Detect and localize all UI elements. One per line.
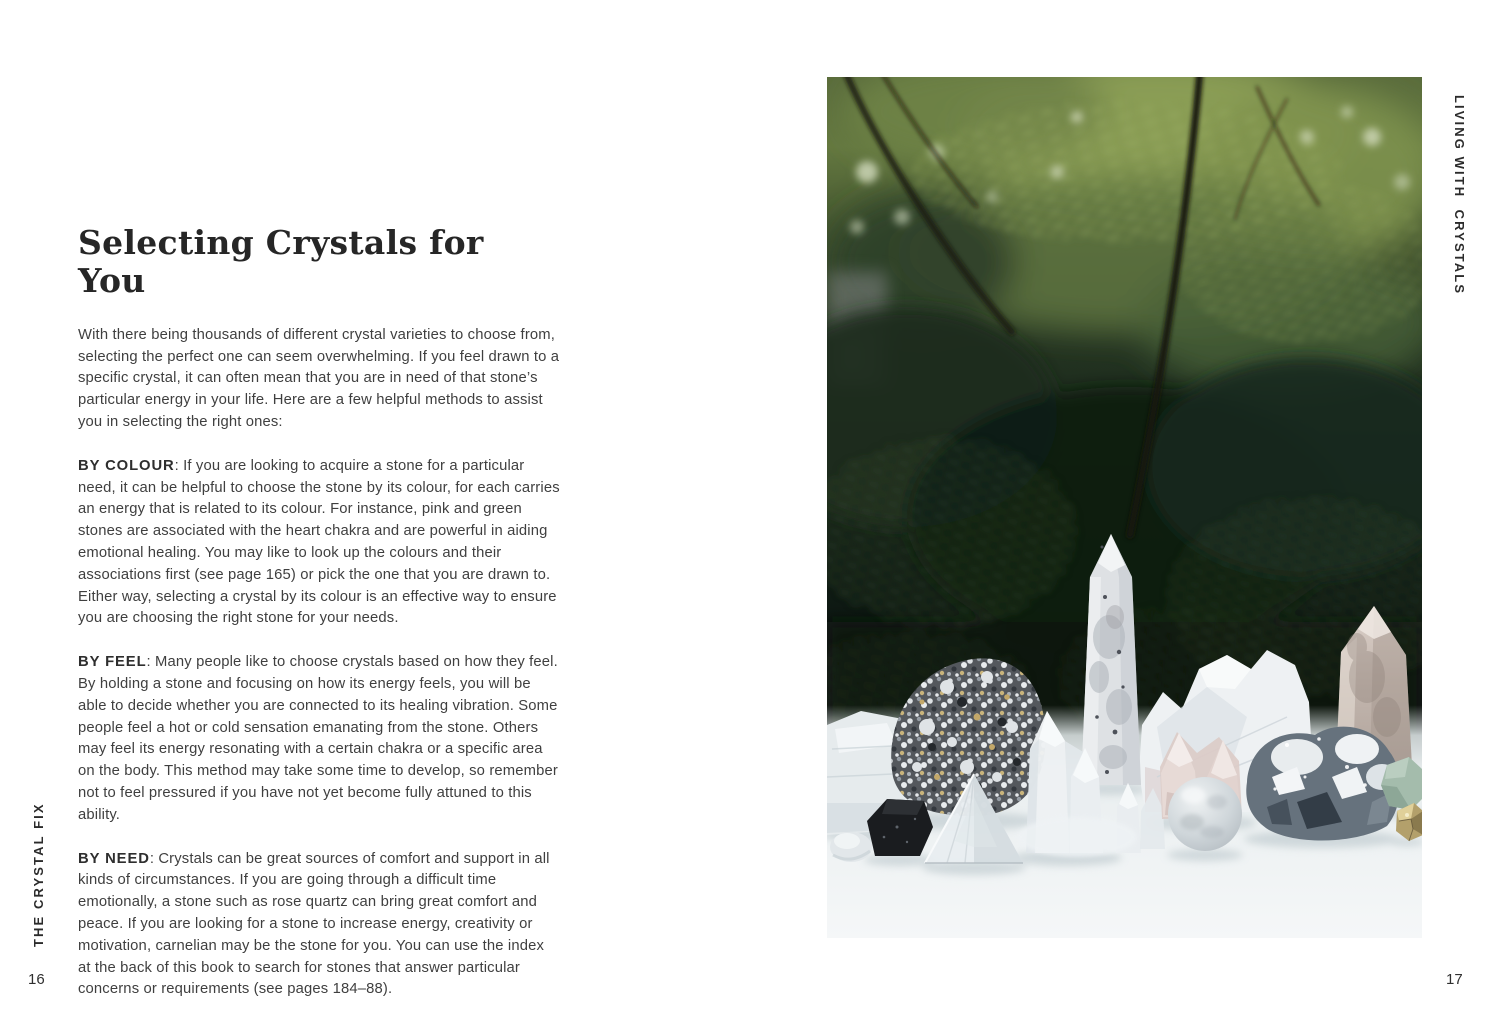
stone-sphere <box>1168 777 1242 851</box>
section-by-feel <box>78 652 560 826</box>
page-number-right: 17 <box>1446 971 1463 988</box>
section-by-colour <box>78 456 560 630</box>
section-label-by-feel: BY FEEL <box>78 654 147 671</box>
section-text-by-need: : Crystals can be great sources of comfort and support in all kinds of circumstances. If you are going through a difficult time emotionally, a stone such as rose quartz can bring great comfort and peace. If you are looking for a stone to increase energy, creativity or motivation, carnelian may be the stone for you. You can use the index at the back of this book to search for stones that answer particular concerns or requirements (see pages 184–88). <box>78 850 550 998</box>
page-title: Selecting Crystals for You <box>78 223 484 300</box>
spine-label: THE CRYSTAL FIX <box>31 802 46 947</box>
page-number-left: 16 <box>28 971 45 988</box>
section-label-by-need: BY NEED <box>78 850 150 867</box>
margin-label: LIVING WITH CRYSTALS <box>1452 95 1467 296</box>
section-text-by-colour: : If you are looking to acquire a stone for a particular need, it can be helpful to choose the stone by its colour, for each carries an energy that is related to its colour. For instance, pink and green stones are associated with the heart chakra and are powerful in aiding emotional healing. You may like to look up the colours and their associations first (see page 165) or pick the one that you are drawn to. Either way, selecting a crystal by its colour is an effective way to ensure you are choosing the right stone for your needs. <box>78 457 560 627</box>
intro-paragraph: With there being thousands of different crystal varieties to choose from, selecting the perfect one can seem overwhelming. If you feel drawn to a specific crystal, it can often mean that you are in need of that stone’s particular energy in your life. Here are a few helpful methods to assist you in selecting the right ones: <box>78 326 560 431</box>
tumbled-pebble <box>830 832 872 862</box>
crystal-photo <box>827 77 1422 938</box>
druzy-cluster <box>1246 727 1400 841</box>
section-by-need <box>78 849 560 1002</box>
section-text-by-feel: : Many people like to choose crystals based on how they feel. By holding a stone and focusing on how its energy feels, you will be able to decide whether you are connected to its healing vibration. Some people feel a hot or cold sensation emanating from the stone. Others may feel its energy resonating with a certain chakra or a specific area on the body. This method may take some time to develop, so remember not to feel pressured if you have not yet become fully attuned to this ability. <box>78 654 558 823</box>
article-column <box>78 224 560 1001</box>
section-label-by-colour: BY COLOUR <box>78 457 175 474</box>
